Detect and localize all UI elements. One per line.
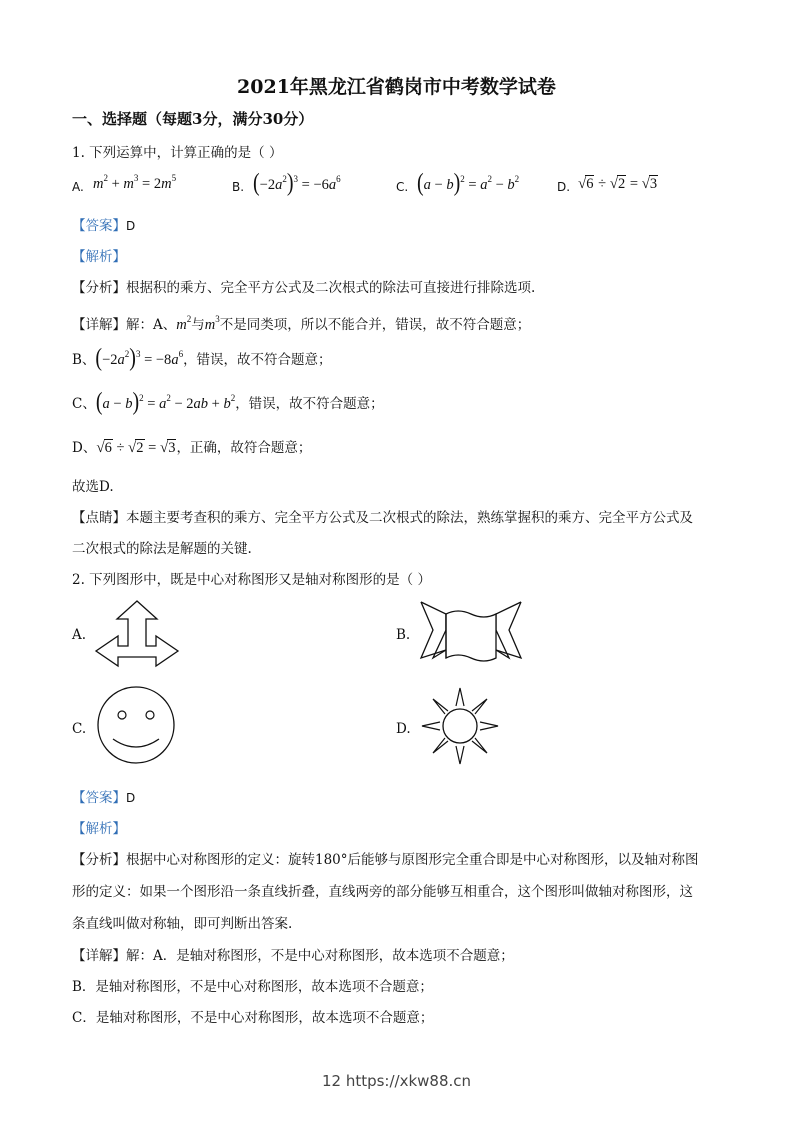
q1-dianjing-line1: 【点睛】本题主要考查积的乘方、完全平方公式及二次根式的除法，熟练掌握积的乘方、完全平方公式及 bbox=[72, 510, 693, 526]
q2-fenxi-line1: 【分析】根据中心对称图形的定义：旋转180°后能够与原图形完全重合即是中心对称图形，以及轴对称图 bbox=[72, 852, 699, 868]
ribbon-banner-figure bbox=[418, 600, 524, 668]
q1-explain-b: B、$(-2a^2)^3 = -8a^6$，错误，故不符合题意； bbox=[72, 344, 332, 372]
q1-option-c-label: C. bbox=[396, 180, 409, 194]
q1-xiangjie: 【详解】解：A、$m^2$与$m^3$不是同类项，所以不能合并，错误，故不符合题意； bbox=[72, 314, 531, 333]
page-footer: 12 https://xkw88.cn bbox=[321, 1072, 472, 1090]
q2-explain-c: C．是轴对称图形，不是中心对称图形，故本选项不合题意； bbox=[72, 1010, 434, 1026]
smiley-face-figure bbox=[96, 685, 176, 765]
q1-option-d-label: D. bbox=[557, 180, 571, 194]
q1-option-a-formula: $m^2 + m^3 = 2m^5$ bbox=[93, 173, 177, 192]
q1-stem: 1. 下列运算中，计算正确的是（ ） bbox=[72, 145, 283, 161]
section-heading: 一、选择题（每题3分，满分30分） bbox=[72, 110, 314, 128]
page-title: 2021年黑龙江省鹤岗市中考数学试卷 bbox=[237, 76, 556, 98]
q2-analysis-tag: 【解析】 bbox=[72, 821, 126, 837]
q1-analysis-tag: 【解析】 bbox=[72, 249, 126, 265]
q1-answer: 【答案】D bbox=[72, 218, 136, 234]
sun-figure bbox=[420, 686, 500, 766]
q2-answer: 【答案】D bbox=[72, 790, 136, 806]
q2-option-c-label: C. bbox=[72, 721, 87, 737]
q1-fenxi: 【分析】根据积的乘方、完全平方公式及二次根式的除法可直接进行排除选项. bbox=[72, 280, 536, 296]
q2-option-b-label: B. bbox=[396, 627, 411, 643]
q1-option-c-formula: $(a - b)^2 = a^2 - b^2$ bbox=[417, 169, 520, 197]
q1-explain-d: D、√6 ÷ √2 = √3，正确，故符合题意； bbox=[72, 440, 312, 456]
q2-option-d-label: D. bbox=[396, 721, 411, 737]
q1-dianjing-line2: 二次根式的除法是解题的关键. bbox=[72, 541, 252, 557]
three-arrow-figure bbox=[94, 600, 180, 668]
q1-option-d-formula: √6 ÷ √2 = √3 bbox=[578, 176, 658, 192]
q2-explain-b: B．是轴对称图形，不是中心对称图形，故本选项不合题意； bbox=[72, 979, 433, 995]
q1-choose: 故选D. bbox=[72, 479, 114, 495]
q1-option-b-label: B. bbox=[232, 180, 245, 194]
q2-fenxi-line3: 条直线叫做对称轴，即可判断出答案. bbox=[72, 916, 293, 932]
q2-option-a-label: A. bbox=[72, 627, 87, 643]
q2-fenxi-line2: 形的定义：如果一个图形沿一条直线折叠，直线两旁的部分能够互相重合，这个图形叫做轴对称图形，这 bbox=[72, 884, 693, 900]
q2-xiangjie: 【详解】解：A．是轴对称图形，不是中心对称图形，故本选项不合题意； bbox=[72, 948, 514, 964]
q1-option-b-formula: $(-2a^2)^3 = -6a^6$ bbox=[253, 169, 341, 197]
q1-option-a-label: A. bbox=[72, 180, 84, 194]
q2-stem: 2. 下列图形中，既是中心对称图形又是轴对称图形的是（ ） bbox=[72, 572, 431, 588]
q1-explain-c: C、$(a - b)^2 = a^2 - 2ab + b^2$，错误，故不符合题意； bbox=[72, 388, 384, 416]
